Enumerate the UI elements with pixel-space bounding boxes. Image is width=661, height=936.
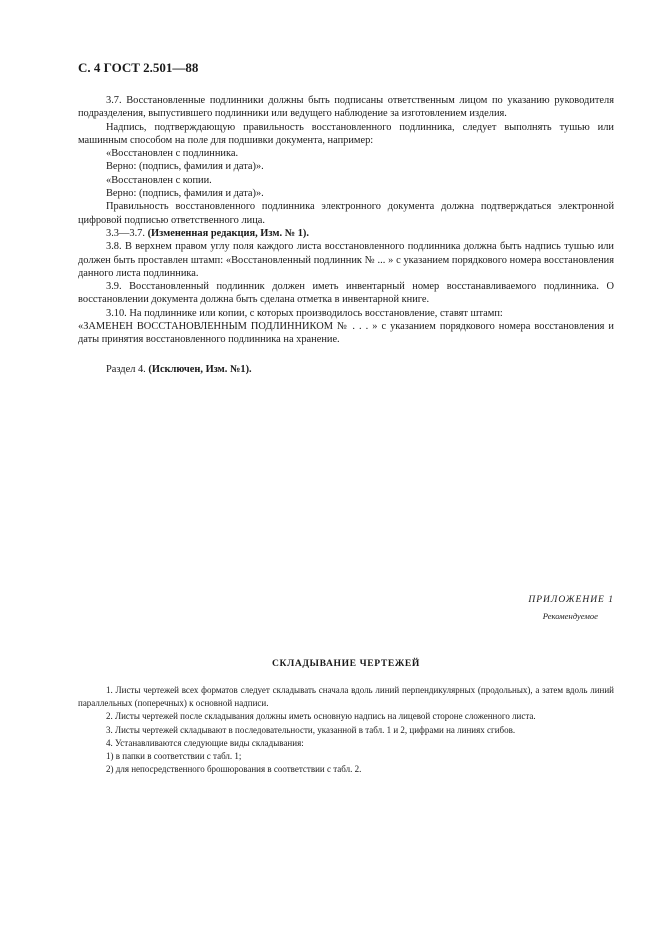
appendix-item: 3. Листы чертежей складывают в последовательности, указанной в табл. 1 и 2, цифрами на линиях сгибов. xyxy=(106,724,516,735)
appendix-item: 2) для непосредственного брошюрования в соответствии с табл. 2. xyxy=(106,764,362,775)
section-4-label: Раздел 4. xyxy=(106,364,146,375)
example-line-4: Верно: (подпись, фамилия и дата)». xyxy=(106,188,264,200)
paragraph-stamp: «ЗАМЕНЕН ВОССТАНОВЛЕННЫМ ПОДЛИННИКОМ № . . . » с указанием порядкового номера восстановления и даты принятия восстановленного подлинника на хранение. xyxy=(78,321,614,346)
paragraph-3-10: 3.10. На подлиннике или копии, с которых производилось восстановление, ставят штамп: xyxy=(106,307,503,319)
appendix-item: 2. Листы чертежей после складывания должны иметь основную надпись на лицевой стороне сложенного листа. xyxy=(106,711,536,722)
appendix-title: СКЛАДЫВАНИЕ ЧЕРТЕЖЕЙ xyxy=(272,658,420,669)
page-header: С. 4 ГОСТ 2.501—88 xyxy=(78,60,199,75)
paragraph-3-9: 3.9. Восстановленный подлинник должен иметь инвентарный номер восстанавливаемого подлинника. О восстановлении документа должна быть сделана отметка в инвентарной книге. xyxy=(78,281,614,306)
example-line-2: Верно: (подпись, фамилия и дата)». xyxy=(106,161,264,173)
example-line-1: «Восстановлен с подлинника. xyxy=(106,148,239,160)
example-line-3: «Восстановлен с копии. xyxy=(106,174,212,186)
appendix-text xyxy=(78,684,614,776)
section-4-excluded: (Исключен, Изм. №1). xyxy=(148,364,252,375)
edit-note: (Измененная редакция, Изм. № 1). xyxy=(147,227,309,239)
paragraph-3-8: 3.8. В верхнем правом углу поля каждого листа восстановленного подлинника должна быть надпись тушью или должен быть проставлен штамп: «Восстановленный подлинник № ... » с указанием порядкового номера восстановления данного листа подлинника. xyxy=(78,241,614,279)
paragraph-electronic: Правильность восстановленного подлинника электронного документа должна подтверждаться электронной цифровой подписью ответственного лица. xyxy=(78,201,614,226)
main-text xyxy=(78,94,614,347)
paragraph-inscription: Надпись, подтверждающую правильность восстановленного подлинника, следует выполнять тушью или машинным способом на поле для подшивки документа, например: xyxy=(78,121,614,146)
appendix-item: 1. Листы чертежей всех форматов следует складывать сначала вдоль линий перпендикулярных (продольных), а затем вдоль линий параллельных (поперечных) к основной надписи. xyxy=(78,685,614,709)
appendix-item: 4. Устанавливаются следующие виды складывания: xyxy=(106,737,304,748)
edit-range: 3.3—3.7. xyxy=(106,227,145,239)
appendix-status: Рекомендуемое xyxy=(542,611,598,621)
paragraph-edit-note xyxy=(78,227,614,240)
appendix-label: ПРИЛОЖЕНИЕ 1 xyxy=(528,595,614,605)
appendix-item: 1) в папки в соответствии с табл. 1; xyxy=(106,751,242,762)
section-4-note xyxy=(106,364,252,375)
paragraph-3-7: 3.7. Восстановленные подлинники должны быть подписаны ответственным лицом по указанию руководителя подразделения, выпустившего подлинники или ведущего наблюдение за изготовлением изделия. xyxy=(78,95,614,120)
